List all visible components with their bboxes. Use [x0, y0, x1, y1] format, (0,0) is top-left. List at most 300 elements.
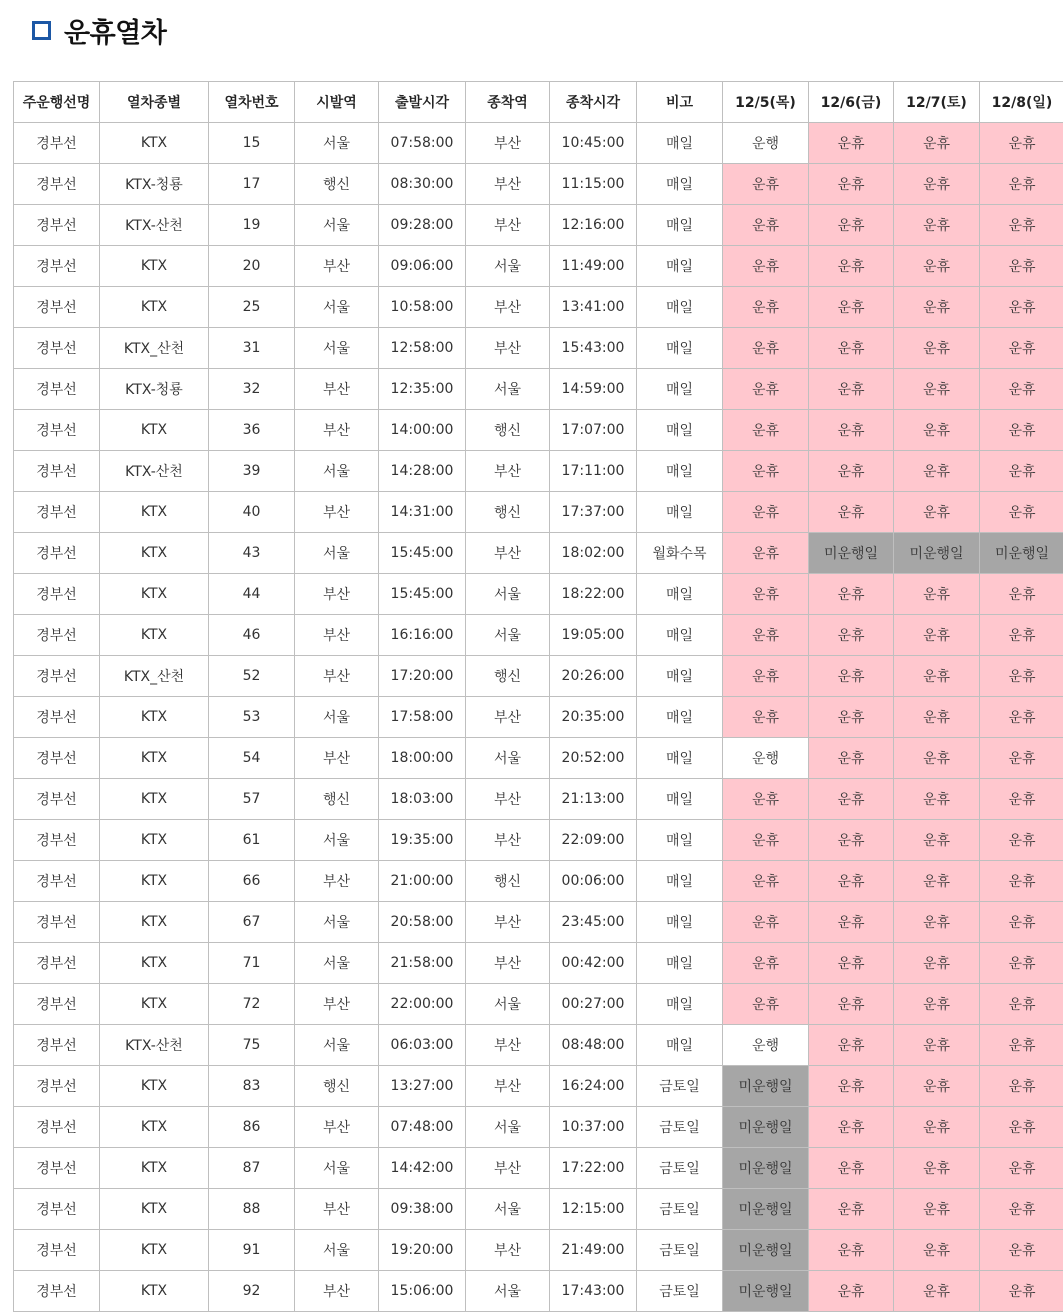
cell-arrival-time: 22:09:00 [550, 820, 637, 861]
cell-status-12-6: 운휴 [809, 1271, 894, 1312]
cell-departure-time: 19:20:00 [379, 1230, 466, 1271]
cell-origin-station: 행신 [295, 779, 379, 820]
cell-line-name: 경부선 [14, 328, 100, 369]
header-date-12-7: 12/7(토) [894, 82, 980, 123]
cell-origin-station: 부산 [295, 984, 379, 1025]
table-row [14, 410, 1063, 451]
cell-arrival-time: 12:15:00 [550, 1189, 637, 1230]
table-row [14, 123, 1063, 164]
cell-arrival-time: 15:43:00 [550, 328, 637, 369]
cell-status-12-5: 운휴 [723, 287, 809, 328]
cell-train-type: KTX [100, 1107, 209, 1148]
cell-train-type: KTX [100, 779, 209, 820]
cell-arrival-time: 21:13:00 [550, 779, 637, 820]
cell-remarks: 월화수목 [637, 533, 723, 574]
cell-status-12-7: 운휴 [894, 1066, 980, 1107]
table-row [14, 943, 1063, 984]
cell-status-12-6: 운휴 [809, 1148, 894, 1189]
cell-train-type: KTX [100, 1148, 209, 1189]
table-header-row [14, 82, 1063, 123]
cell-train-type: KTX [100, 861, 209, 902]
header-origin-station: 시발역 [295, 82, 379, 123]
cell-remarks: 매일 [637, 1025, 723, 1066]
cell-train-number: 67 [209, 902, 295, 943]
cell-status-12-8: 미운행일 [980, 533, 1063, 574]
cell-origin-station: 행신 [295, 164, 379, 205]
cell-origin-station: 부산 [295, 369, 379, 410]
cell-origin-station: 서울 [295, 287, 379, 328]
cell-status-12-7: 운휴 [894, 1025, 980, 1066]
table-row [14, 820, 1063, 861]
cell-status-12-6: 운휴 [809, 1189, 894, 1230]
cell-status-12-5: 미운행일 [723, 1148, 809, 1189]
cell-departure-time: 19:35:00 [379, 820, 466, 861]
cell-status-12-8: 운휴 [980, 492, 1063, 533]
cell-arrival-time: 10:37:00 [550, 1107, 637, 1148]
header-train-number: 열차번호 [209, 82, 295, 123]
cell-train-number: 72 [209, 984, 295, 1025]
cell-departure-time: 20:58:00 [379, 902, 466, 943]
header-remarks: 비고 [637, 82, 723, 123]
cell-status-12-5: 운휴 [723, 984, 809, 1025]
table-row [14, 328, 1063, 369]
cell-status-12-7: 운휴 [894, 1271, 980, 1312]
cell-status-12-6: 운휴 [809, 369, 894, 410]
cell-line-name: 경부선 [14, 574, 100, 615]
table-row [14, 656, 1063, 697]
cell-origin-station: 서울 [295, 820, 379, 861]
cell-arrival-time: 13:41:00 [550, 287, 637, 328]
cell-train-number: 31 [209, 328, 295, 369]
cell-arrival-time: 20:35:00 [550, 697, 637, 738]
cell-status-12-7: 운휴 [894, 164, 980, 205]
cell-origin-station: 부산 [295, 656, 379, 697]
cell-arrival-time: 10:45:00 [550, 123, 637, 164]
cell-remarks: 매일 [637, 246, 723, 287]
cell-status-12-8: 운휴 [980, 1107, 1063, 1148]
cell-remarks: 매일 [637, 123, 723, 164]
table-row [14, 615, 1063, 656]
header-departure-time: 출발시각 [379, 82, 466, 123]
cell-arrival-time: 17:11:00 [550, 451, 637, 492]
cell-train-type: KTX_산천 [100, 328, 209, 369]
cell-destination-station: 부산 [466, 205, 550, 246]
cell-remarks: 금토일 [637, 1230, 723, 1271]
table-row [14, 861, 1063, 902]
cell-remarks: 매일 [637, 656, 723, 697]
table-row [14, 1025, 1063, 1066]
cell-arrival-time: 20:26:00 [550, 656, 637, 697]
table-row [14, 451, 1063, 492]
header-date-12-6: 12/6(금) [809, 82, 894, 123]
table-row [14, 574, 1063, 615]
cell-status-12-5: 운휴 [723, 369, 809, 410]
cell-arrival-time: 18:02:00 [550, 533, 637, 574]
cell-train-number: 66 [209, 861, 295, 902]
cell-origin-station: 서울 [295, 533, 379, 574]
cell-status-12-8: 운휴 [980, 328, 1063, 369]
cell-remarks: 매일 [637, 984, 723, 1025]
cell-remarks: 매일 [637, 451, 723, 492]
cell-destination-station: 부산 [466, 779, 550, 820]
cell-status-12-6: 운휴 [809, 615, 894, 656]
cell-status-12-8: 운휴 [980, 1189, 1063, 1230]
cell-status-12-6: 운휴 [809, 943, 894, 984]
cell-line-name: 경부선 [14, 246, 100, 287]
cell-status-12-5: 미운행일 [723, 1230, 809, 1271]
cell-status-12-6: 운휴 [809, 246, 894, 287]
table-row [14, 205, 1063, 246]
cell-departure-time: 14:28:00 [379, 451, 466, 492]
cell-line-name: 경부선 [14, 1148, 100, 1189]
cell-remarks: 매일 [637, 615, 723, 656]
cell-arrival-time: 17:43:00 [550, 1271, 637, 1312]
cell-status-12-5: 운휴 [723, 943, 809, 984]
cell-origin-station: 서울 [295, 123, 379, 164]
cell-train-number: 17 [209, 164, 295, 205]
cell-status-12-8: 운휴 [980, 451, 1063, 492]
cell-status-12-6: 운휴 [809, 820, 894, 861]
cell-status-12-5: 운행 [723, 123, 809, 164]
cell-origin-station: 서울 [295, 943, 379, 984]
cell-status-12-5: 미운행일 [723, 1189, 809, 1230]
cell-train-number: 25 [209, 287, 295, 328]
cell-origin-station: 부산 [295, 861, 379, 902]
cell-status-12-6: 운휴 [809, 410, 894, 451]
table-row [14, 738, 1063, 779]
cell-status-12-8: 운휴 [980, 1025, 1063, 1066]
cell-line-name: 경부선 [14, 1271, 100, 1312]
cell-status-12-6: 운휴 [809, 738, 894, 779]
table-row [14, 369, 1063, 410]
cell-destination-station: 서울 [466, 574, 550, 615]
cell-status-12-6: 운휴 [809, 574, 894, 615]
cell-train-type: KTX [100, 1066, 209, 1107]
cell-origin-station: 부산 [295, 1107, 379, 1148]
page-title [32, 10, 166, 50]
cell-train-number: 88 [209, 1189, 295, 1230]
cell-train-type: KTX_산천 [100, 656, 209, 697]
cell-status-12-8: 운휴 [980, 615, 1063, 656]
cell-status-12-5: 운휴 [723, 574, 809, 615]
cell-status-12-6: 운휴 [809, 164, 894, 205]
cell-status-12-5: 운휴 [723, 656, 809, 697]
cell-destination-station: 서울 [466, 984, 550, 1025]
cell-train-number: 75 [209, 1025, 295, 1066]
cell-train-type: KTX-산천 [100, 451, 209, 492]
cell-destination-station: 행신 [466, 656, 550, 697]
cell-status-12-8: 운휴 [980, 697, 1063, 738]
cell-train-number: 15 [209, 123, 295, 164]
cell-origin-station: 부산 [295, 246, 379, 287]
cell-origin-station: 부산 [295, 738, 379, 779]
cell-origin-station: 부산 [295, 615, 379, 656]
cell-status-12-5: 운휴 [723, 902, 809, 943]
cell-line-name: 경부선 [14, 779, 100, 820]
cell-train-type: KTX [100, 246, 209, 287]
cell-train-type: KTX [100, 492, 209, 533]
cell-train-type: KTX [100, 533, 209, 574]
cell-train-type: KTX [100, 738, 209, 779]
cell-status-12-6: 운휴 [809, 656, 894, 697]
cell-departure-time: 09:28:00 [379, 205, 466, 246]
cell-origin-station: 부산 [295, 574, 379, 615]
cell-train-number: 86 [209, 1107, 295, 1148]
cell-remarks: 매일 [637, 410, 723, 451]
cell-departure-time: 13:27:00 [379, 1066, 466, 1107]
cell-origin-station: 서울 [295, 902, 379, 943]
cell-status-12-8: 운휴 [980, 656, 1063, 697]
cell-destination-station: 서울 [466, 369, 550, 410]
cell-train-number: 91 [209, 1230, 295, 1271]
cell-status-12-7: 운휴 [894, 492, 980, 533]
cell-status-12-8: 운휴 [980, 1230, 1063, 1271]
cell-line-name: 경부선 [14, 1025, 100, 1066]
cell-remarks: 금토일 [637, 1066, 723, 1107]
cell-status-12-7: 운휴 [894, 369, 980, 410]
cell-status-12-5: 미운행일 [723, 1107, 809, 1148]
table-row [14, 1230, 1063, 1271]
cell-remarks: 매일 [637, 287, 723, 328]
cell-departure-time: 16:16:00 [379, 615, 466, 656]
cell-status-12-6: 운휴 [809, 984, 894, 1025]
cell-train-number: 53 [209, 697, 295, 738]
cell-status-12-8: 운휴 [980, 984, 1063, 1025]
cell-remarks: 매일 [637, 861, 723, 902]
cell-status-12-5: 운휴 [723, 533, 809, 574]
cell-line-name: 경부선 [14, 410, 100, 451]
cell-arrival-time: 00:42:00 [550, 943, 637, 984]
cell-status-12-7: 미운행일 [894, 533, 980, 574]
cell-destination-station: 부산 [466, 328, 550, 369]
cell-destination-station: 부산 [466, 533, 550, 574]
cell-status-12-5: 운휴 [723, 410, 809, 451]
cell-status-12-7: 운휴 [894, 943, 980, 984]
cell-train-number: 20 [209, 246, 295, 287]
cell-train-number: 57 [209, 779, 295, 820]
header-date-12-8: 12/8(일) [980, 82, 1063, 123]
cell-origin-station: 서울 [295, 1025, 379, 1066]
table-body [14, 123, 1063, 1312]
cell-destination-station: 부산 [466, 697, 550, 738]
table-row [14, 246, 1063, 287]
cell-train-number: 92 [209, 1271, 295, 1312]
cell-departure-time: 08:30:00 [379, 164, 466, 205]
cell-train-type: KTX [100, 574, 209, 615]
cell-status-12-7: 운휴 [894, 820, 980, 861]
table-row [14, 533, 1063, 574]
cell-origin-station: 부산 [295, 410, 379, 451]
cell-line-name: 경부선 [14, 984, 100, 1025]
cell-destination-station: 행신 [466, 492, 550, 533]
cell-status-12-5: 운휴 [723, 697, 809, 738]
cell-departure-time: 06:03:00 [379, 1025, 466, 1066]
cell-remarks: 금토일 [637, 1148, 723, 1189]
cell-status-12-8: 운휴 [980, 410, 1063, 451]
cell-destination-station: 부산 [466, 943, 550, 984]
cell-status-12-8: 운휴 [980, 902, 1063, 943]
cell-train-type: KTX [100, 902, 209, 943]
cell-line-name: 경부선 [14, 1230, 100, 1271]
cell-status-12-7: 운휴 [894, 984, 980, 1025]
cell-arrival-time: 11:15:00 [550, 164, 637, 205]
cell-status-12-8: 운휴 [980, 205, 1063, 246]
cell-line-name: 경부선 [14, 943, 100, 984]
header-destination-station: 종착역 [466, 82, 550, 123]
cell-remarks: 매일 [637, 492, 723, 533]
cell-status-12-6: 운휴 [809, 123, 894, 164]
cell-line-name: 경부선 [14, 369, 100, 410]
cell-train-number: 19 [209, 205, 295, 246]
cell-status-12-5: 운휴 [723, 205, 809, 246]
table-row [14, 1107, 1063, 1148]
cell-line-name: 경부선 [14, 1107, 100, 1148]
cell-train-type: KTX [100, 410, 209, 451]
cell-status-12-8: 운휴 [980, 943, 1063, 984]
cell-remarks: 매일 [637, 164, 723, 205]
cell-line-name: 경부선 [14, 861, 100, 902]
cell-status-12-5: 운휴 [723, 820, 809, 861]
cell-status-12-6: 운휴 [809, 902, 894, 943]
cell-train-number: 44 [209, 574, 295, 615]
cell-arrival-time: 00:27:00 [550, 984, 637, 1025]
cell-destination-station: 부산 [466, 1025, 550, 1066]
cell-destination-station: 부산 [466, 820, 550, 861]
cell-departure-time: 22:00:00 [379, 984, 466, 1025]
cell-train-type: KTX [100, 1189, 209, 1230]
cell-status-12-6: 운휴 [809, 861, 894, 902]
cell-status-12-5: 미운행일 [723, 1271, 809, 1312]
cell-status-12-6: 운휴 [809, 287, 894, 328]
cell-train-type: KTX [100, 287, 209, 328]
table-row [14, 697, 1063, 738]
cell-remarks: 금토일 [637, 1271, 723, 1312]
cell-destination-station: 서울 [466, 615, 550, 656]
cell-status-12-5: 운휴 [723, 328, 809, 369]
cell-line-name: 경부선 [14, 615, 100, 656]
cell-train-number: 43 [209, 533, 295, 574]
cell-status-12-8: 운휴 [980, 820, 1063, 861]
cell-line-name: 경부선 [14, 205, 100, 246]
cell-destination-station: 부산 [466, 1230, 550, 1271]
cell-departure-time: 07:58:00 [379, 123, 466, 164]
cell-line-name: 경부선 [14, 451, 100, 492]
cell-status-12-6: 운휴 [809, 1230, 894, 1271]
cell-train-type: KTX [100, 1271, 209, 1312]
cell-status-12-7: 운휴 [894, 779, 980, 820]
table-row [14, 984, 1063, 1025]
cell-destination-station: 부산 [466, 287, 550, 328]
table-row [14, 1271, 1063, 1312]
cell-departure-time: 18:00:00 [379, 738, 466, 779]
cell-origin-station: 서울 [295, 451, 379, 492]
cell-destination-station: 부산 [466, 1066, 550, 1107]
cell-status-12-7: 운휴 [894, 328, 980, 369]
cell-line-name: 경부선 [14, 492, 100, 533]
cell-destination-station: 부산 [466, 123, 550, 164]
table-row [14, 902, 1063, 943]
cell-arrival-time: 17:37:00 [550, 492, 637, 533]
cell-destination-station: 행신 [466, 861, 550, 902]
cell-destination-station: 부산 [466, 902, 550, 943]
table-row [14, 492, 1063, 533]
cell-line-name: 경부선 [14, 1066, 100, 1107]
cell-train-type: KTX-청룡 [100, 369, 209, 410]
cell-train-number: 54 [209, 738, 295, 779]
cell-status-12-8: 운휴 [980, 123, 1063, 164]
cell-arrival-time: 23:45:00 [550, 902, 637, 943]
cell-destination-station: 서울 [466, 246, 550, 287]
cell-status-12-5: 운휴 [723, 246, 809, 287]
cell-destination-station: 서울 [466, 1107, 550, 1148]
cell-remarks: 금토일 [637, 1107, 723, 1148]
cell-status-12-7: 운휴 [894, 697, 980, 738]
cell-arrival-time: 20:52:00 [550, 738, 637, 779]
cell-status-12-6: 미운행일 [809, 533, 894, 574]
cell-status-12-6: 운휴 [809, 1066, 894, 1107]
cell-departure-time: 15:06:00 [379, 1271, 466, 1312]
cell-status-12-7: 운휴 [894, 246, 980, 287]
cell-status-12-5: 운휴 [723, 164, 809, 205]
cell-departure-time: 07:48:00 [379, 1107, 466, 1148]
cell-status-12-5: 운휴 [723, 492, 809, 533]
cell-status-12-8: 운휴 [980, 1148, 1063, 1189]
cell-remarks: 금토일 [637, 1189, 723, 1230]
cell-status-12-7: 운휴 [894, 861, 980, 902]
cell-arrival-time: 17:22:00 [550, 1148, 637, 1189]
cell-line-name: 경부선 [14, 656, 100, 697]
cell-status-12-8: 운휴 [980, 287, 1063, 328]
header-line-name: 주운행선명 [14, 82, 100, 123]
cell-status-12-7: 운휴 [894, 287, 980, 328]
cell-status-12-6: 운휴 [809, 492, 894, 533]
cell-train-number: 36 [209, 410, 295, 451]
cell-train-type: KTX-산천 [100, 205, 209, 246]
cell-status-12-6: 운휴 [809, 1107, 894, 1148]
cell-origin-station: 부산 [295, 492, 379, 533]
cell-status-12-8: 운휴 [980, 369, 1063, 410]
cell-line-name: 경부선 [14, 164, 100, 205]
cell-arrival-time: 12:16:00 [550, 205, 637, 246]
cell-arrival-time: 19:05:00 [550, 615, 637, 656]
cell-remarks: 매일 [637, 738, 723, 779]
cell-status-12-6: 운휴 [809, 779, 894, 820]
cell-train-type: KTX [100, 943, 209, 984]
cell-status-12-5: 운행 [723, 738, 809, 779]
cell-train-type: KTX-산천 [100, 1025, 209, 1066]
cell-remarks: 매일 [637, 574, 723, 615]
cell-status-12-8: 운휴 [980, 861, 1063, 902]
cell-status-12-7: 운휴 [894, 1148, 980, 1189]
cell-status-12-8: 운휴 [980, 779, 1063, 820]
cell-remarks: 매일 [637, 902, 723, 943]
cell-status-12-7: 운휴 [894, 902, 980, 943]
cell-departure-time: 17:58:00 [379, 697, 466, 738]
cell-train-number: 40 [209, 492, 295, 533]
cell-remarks: 매일 [637, 943, 723, 984]
cell-arrival-time: 17:07:00 [550, 410, 637, 451]
cell-origin-station: 부산 [295, 1271, 379, 1312]
cell-origin-station: 행신 [295, 1066, 379, 1107]
cell-train-type: KTX [100, 984, 209, 1025]
header-date-12-5: 12/5(목) [723, 82, 809, 123]
cell-status-12-7: 운휴 [894, 1107, 980, 1148]
cell-status-12-6: 운휴 [809, 451, 894, 492]
cell-departure-time: 15:45:00 [379, 533, 466, 574]
cell-train-type: KTX [100, 820, 209, 861]
cell-line-name: 경부선 [14, 1189, 100, 1230]
cell-status-12-5: 운휴 [723, 451, 809, 492]
